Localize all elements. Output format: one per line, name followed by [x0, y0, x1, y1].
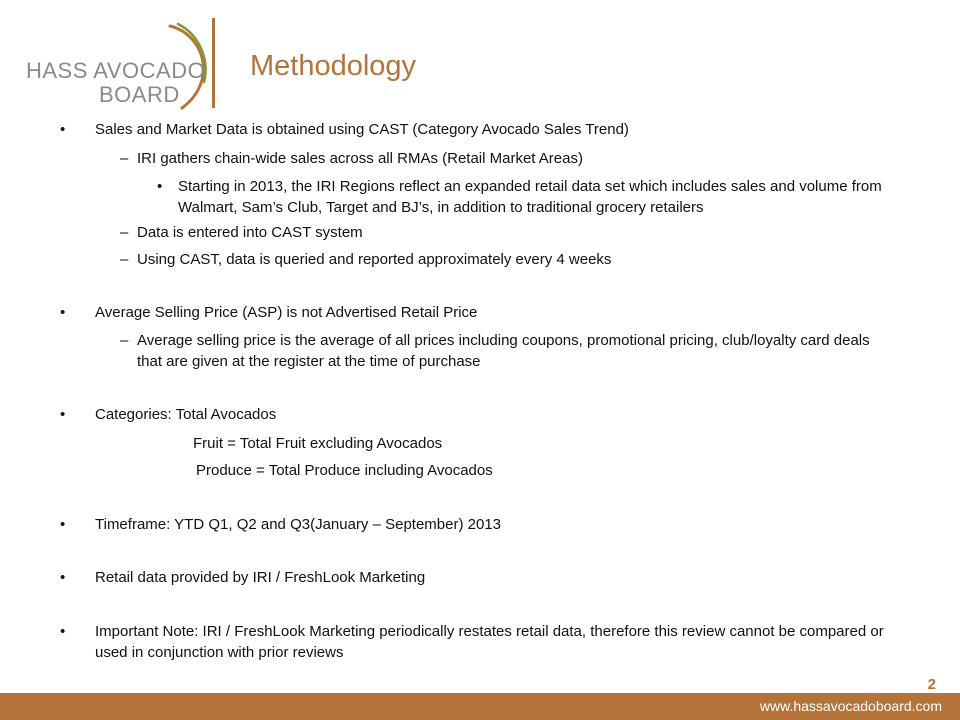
bullet-categories: Categories: Total Avocados: [95, 406, 277, 423]
bullet-marker: •: [60, 623, 66, 640]
bullet-marker: •: [157, 178, 163, 195]
bullet-marker: •: [60, 304, 66, 321]
dash-marker: –: [120, 224, 129, 241]
logo-text-line2: BOARD: [99, 82, 180, 107]
bullet-sales-market-data: Sales and Market Data is obtained using CAST (Category Avocado Sales Trend): [95, 121, 629, 138]
bullet-marker: •: [60, 569, 66, 586]
dash-marker: –: [120, 332, 129, 349]
bullet-retail-data-provider: Retail data provided by IRI / FreshLook Marketing: [95, 569, 426, 586]
bullet-timeframe: Timeframe: YTD Q1, Q2 and Q3(January – September) 2013: [95, 516, 502, 533]
bullet-asp: Average Selling Price (ASP) is not Advertised Retail Price: [95, 304, 478, 321]
bullet-marker: •: [60, 516, 66, 533]
logo-text-line1: HASS AVOCADO: [26, 58, 206, 83]
bullet-marker: •: [60, 121, 66, 138]
dash-marker: –: [120, 251, 129, 268]
footer-website-link[interactable]: www.hassavocadoboard.com: [759, 698, 942, 714]
sub-bullet-data-entered: Data is entered into CAST system: [137, 224, 363, 241]
sub-bullet-iri-gathers: IRI gathers chain-wide sales across all RMAs (Retail Market Areas): [137, 150, 583, 167]
page-number: 2: [927, 676, 936, 693]
sub-bullet-using-cast: Using CAST, data is queried and reported approximately every 4 weeks: [137, 251, 612, 268]
bullet-important-note: Important Note: IRI / FreshLook Marketing periodically restates retail data, therefore this review cannot be compared or used in conjunction with prior reviews: [95, 623, 884, 661]
category-produce: Produce = Total Produce including Avocados: [196, 462, 493, 479]
category-fruit: Fruit = Total Fruit excluding Avocados: [193, 435, 443, 452]
bullet-marker: •: [60, 406, 66, 423]
sub-sub-bullet-iri-regions: Starting in 2013, the IRI Regions reflect an expanded retail data set which includes sales and volume from Walmart, Sam’s Club, Target and BJ’s, in addition to traditional grocery retailers: [178, 178, 882, 216]
page-title: Methodology: [250, 50, 417, 82]
sub-bullet-asp-definition: Average selling price is the average of all prices including coupons, promotional pricing, club/loyalty card deals that are given at the register at the time of purchase: [137, 332, 870, 370]
dash-marker: –: [120, 150, 129, 167]
footer-bar: [0, 693, 960, 720]
